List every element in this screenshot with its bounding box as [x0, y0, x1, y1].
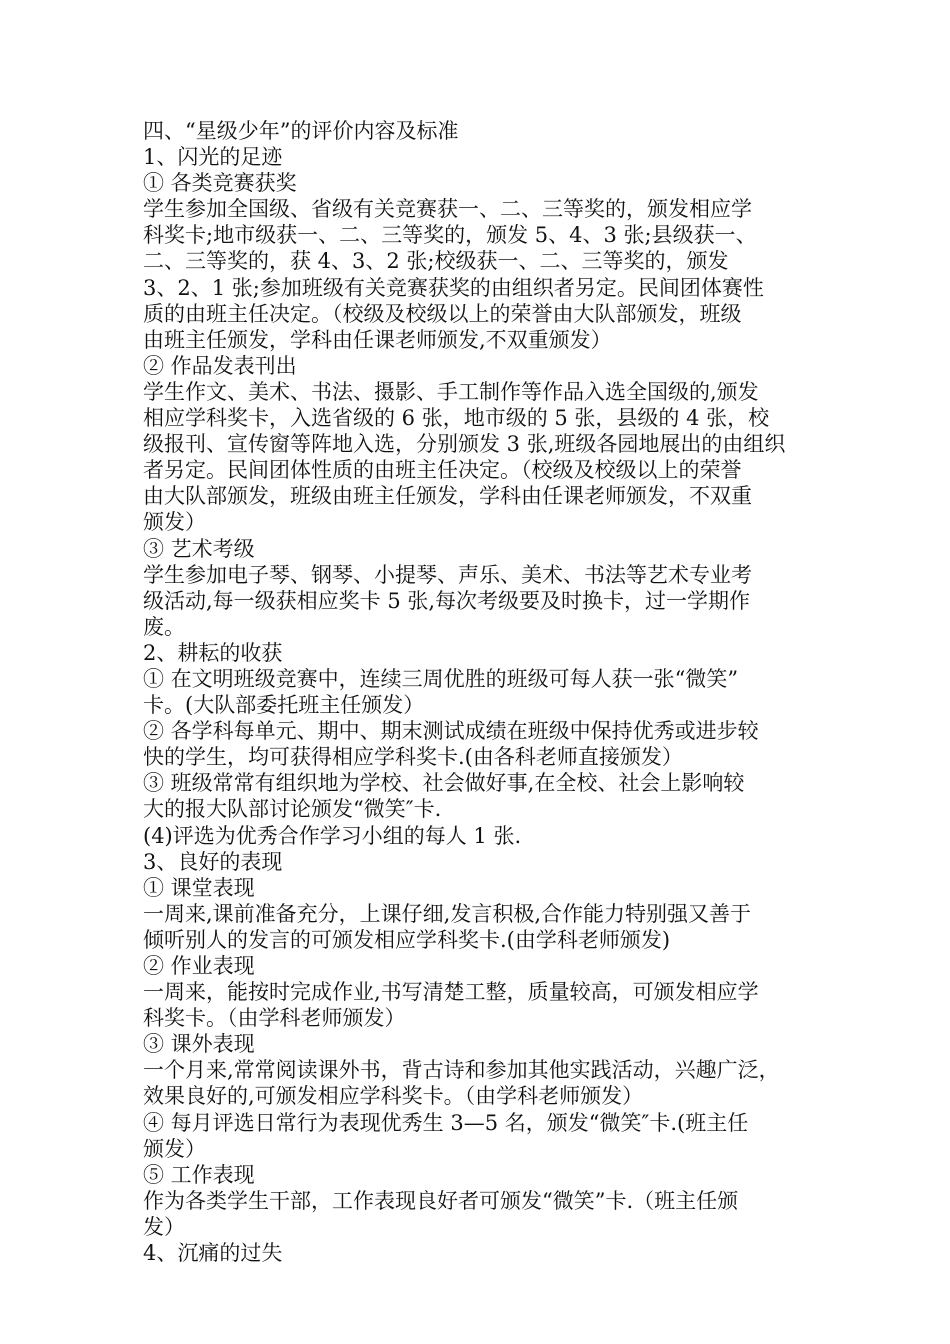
text-line: 颁发） [143, 510, 206, 535]
text-line: 学生参加全国级、省级有关竞赛获一、二、三等奖的，颁发相应学 [143, 197, 752, 222]
paragraph [143, 196, 813, 353]
text-line: 一周来，能按时完成作业,书写清楚工整，质量较高，可颁发相应学 [143, 980, 759, 1005]
text-line: ③ 班级常常有组织地为学校、社会做好事,在全校、社会上影响较 [143, 771, 745, 796]
text-line: ② 各学科每单元、期中、期末测试成绩在班级中保持优秀或进步较 [143, 719, 759, 744]
subheading: ⑤ 工作表现 [143, 1162, 255, 1187]
text-line: 学生参加电子琴、钢琴、小提琴、声乐、美术、书法等艺术专业考 [143, 562, 752, 587]
text-line: 倾听别人的发言的可颁发相应学科奖卡.(由学科老师颁发) [143, 927, 671, 952]
section-heading: 2、耕耘的收获 [143, 640, 283, 665]
subheading: ① 各类竞赛获奖 [143, 171, 297, 196]
paragraph [143, 1057, 813, 1109]
paragraph [143, 379, 813, 536]
text-line: 质的由班主任决定。（校级及校级以上的荣誉由大队部颁发，班级 [143, 301, 742, 326]
paragraph [143, 823, 813, 849]
text-line: 由班主任颁发，学科由任课老师颁发,不双重颁发） [143, 327, 612, 352]
text-line: 二、三等奖的，获 4、3、2 张;校级获一、二、三等奖的，颁发 [143, 249, 729, 274]
text-line: 3、2、1 张;参加班级有关竞赛获奖的由组织者另定。民间团体赛性 [143, 275, 764, 300]
paragraph [143, 901, 813, 953]
text-line: 一周来,课前准备充分，上课仔细,发言积极,合作能力特别强又善于 [143, 901, 752, 926]
text-line: ④ 每月评选日常行为表现优秀生 3—5 名，颁发“微笑″卡.(班主任 [143, 1110, 749, 1135]
paragraph [143, 562, 813, 640]
text-line: 由大队部颁发，班级由班主任颁发，学科由任课老师颁发，不双重 [143, 484, 752, 509]
subheading: ② 作业表现 [143, 954, 255, 978]
paragraph [143, 1188, 813, 1240]
text-line: 一个月来,常常阅读课外书，背古诗和参加其他实践活动，兴趣广泛， [143, 1058, 780, 1083]
text-line: 科奖卡;地市级获一、二、三等奖的，颁发 5、4、3 张;县级获一、 [143, 223, 757, 248]
text-line: 级报刊、宣传窗等阵地入选，分别颁发 3 张,班级各园地展出的由组织 [143, 432, 786, 457]
text-line: 快的学生，均可获得相应学科奖卡.(由各科老师直接颁发） [143, 745, 683, 770]
text-line: 大的报大队部讨论颁发“微笑″卡. [143, 797, 442, 822]
subheading: ③ 课外表现 [143, 1032, 255, 1057]
section-heading: 1、闪光的足迹 [143, 145, 283, 170]
text-line: 发） [143, 1214, 185, 1239]
text-line: (4)评选为优秀合作学习小组的每人 1 张. [143, 823, 522, 848]
subheading: ② 作品发表刊出 [143, 353, 297, 378]
document-title: 四、“星级少年”的评价内容及标准 [143, 119, 459, 143]
text-line: 废。 [143, 614, 185, 639]
subheading: ① 课堂表现 [143, 875, 255, 900]
text-line: 科奖卡。（由学科老师颁发） [143, 1006, 406, 1031]
text-line: 作为各类学生干部，工作表现良好者可颁发“微笑”卡.（班主任颁 [143, 1188, 739, 1213]
paragraph [143, 718, 813, 770]
paragraph [143, 770, 813, 822]
subheading: ③ 艺术考级 [143, 536, 255, 561]
text-line: 颁发） [143, 1136, 206, 1161]
paragraph [143, 666, 813, 718]
text-line: 学生作文、美术、书法、摄影、手工制作等作品入选全国级的,颁发 [143, 379, 759, 404]
text-line: 相应学科奖卡，入选省级的 6 张，地市级的 5 张，县级的 4 张，校 [143, 406, 770, 431]
document-page [143, 118, 813, 1266]
section-heading: 3、良好的表现 [143, 849, 283, 874]
text-line: ① 在文明班级竞赛中，连续三周优胜的班级可每人获一张“微笑” [143, 666, 739, 691]
text-line: 卡。(大队部委托班主任颁发） [143, 693, 425, 718]
section-heading: 4、沉痛的过失 [143, 1241, 283, 1266]
text-line: 级活动,每一级获相应奖卡 5 张,每次考级要及时换卡，过一学期作 [143, 588, 751, 613]
paragraph [143, 979, 813, 1031]
text-line: 者另定。民间团体性质的由班主任决定。（校级及校级以上的荣誉 [143, 458, 742, 483]
paragraph [143, 1110, 813, 1162]
text-line: 效果良好的,可颁发相应学科奖卡。（由学科老师颁发） [143, 1084, 644, 1109]
